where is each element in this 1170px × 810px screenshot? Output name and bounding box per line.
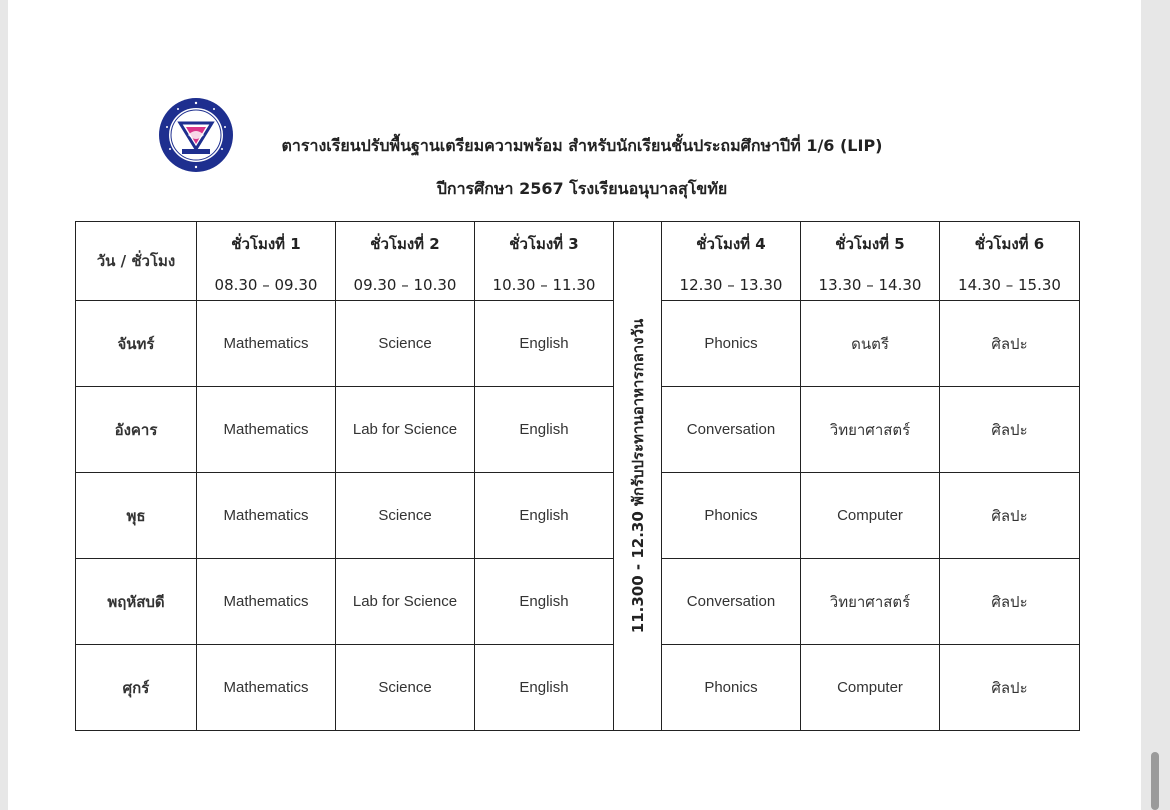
subject-cell: Mathematics bbox=[197, 301, 336, 387]
period-header bbox=[336, 222, 475, 301]
period-name: ชั่วโมงที่ 4 bbox=[696, 235, 766, 253]
day-label: อังคาร bbox=[76, 387, 197, 473]
period-header bbox=[662, 222, 801, 301]
subject-cell: English bbox=[475, 473, 614, 559]
subject-cell: Phonics bbox=[662, 301, 801, 387]
subject-cell: ศิลปะ bbox=[940, 387, 1080, 473]
vertical-scrollbar-thumb[interactable] bbox=[1151, 752, 1159, 810]
subject-cell: Science bbox=[336, 473, 475, 559]
corner-header: วัน / ชั่วโมง bbox=[76, 222, 197, 301]
subject-cell: ศิลปะ bbox=[940, 559, 1080, 645]
subject-cell: Mathematics bbox=[197, 473, 336, 559]
subject-cell: Computer bbox=[801, 645, 940, 731]
table-row bbox=[76, 559, 1080, 645]
period-header bbox=[940, 222, 1080, 301]
subject-cell: ศิลปะ bbox=[940, 473, 1080, 559]
document-title: ตารางเรียนปรับพื้นฐานเตรียมความพร้อม สำหรับนักเรียนชั้นประถมศึกษาปีที่ 1/6 (LIP) bbox=[281, 136, 883, 155]
period-time: 13.30 – 14.30 bbox=[818, 276, 922, 294]
subject-cell: วิทยาศาสตร์ bbox=[801, 559, 940, 645]
lunch-break-cell bbox=[614, 222, 662, 731]
period-time: 09.30 – 10.30 bbox=[353, 276, 457, 294]
subject-cell: English bbox=[475, 645, 614, 731]
table-row bbox=[76, 387, 1080, 473]
period-header bbox=[475, 222, 614, 301]
day-label: พฤหัสบดี bbox=[76, 559, 197, 645]
timetable bbox=[75, 221, 1080, 731]
school-emblem-icon bbox=[158, 97, 234, 173]
subject-cell: Lab for Science bbox=[336, 559, 475, 645]
subject-cell: Mathematics bbox=[197, 387, 336, 473]
subject-cell: Phonics bbox=[662, 473, 801, 559]
subject-cell: Conversation bbox=[662, 559, 801, 645]
lunch-break-label: 11.300 - 12.30 พักรับประทานอาหารกลางวัน bbox=[628, 318, 647, 634]
subject-cell: English bbox=[475, 301, 614, 387]
document-subtitle: ปีการศึกษา 2567 โรงเรียนอนุบาลสุโขทัย bbox=[436, 179, 728, 198]
period-name: ชั่วโมงที่ 3 bbox=[509, 235, 579, 253]
subject-cell: Science bbox=[336, 645, 475, 731]
period-name: ชั่วโมงที่ 1 bbox=[231, 235, 301, 253]
subject-cell: วิทยาศาสตร์ bbox=[801, 387, 940, 473]
period-name: ชั่วโมงที่ 2 bbox=[370, 235, 440, 253]
subject-cell: Computer bbox=[801, 473, 940, 559]
period-time: 14.30 – 15.30 bbox=[958, 276, 1061, 294]
table-row bbox=[76, 473, 1080, 559]
subject-cell: Conversation bbox=[662, 387, 801, 473]
subject-cell: Mathematics bbox=[197, 559, 336, 645]
table-row bbox=[76, 645, 1080, 731]
period-name: ชั่วโมงที่ 6 bbox=[974, 235, 1045, 253]
day-label: ศุกร์ bbox=[76, 645, 197, 731]
day-label: จันทร์ bbox=[76, 301, 197, 387]
subject-cell: Mathematics bbox=[197, 645, 336, 731]
subject-cell: Lab for Science bbox=[336, 387, 475, 473]
subject-cell: ดนตรี bbox=[801, 301, 940, 387]
subject-cell: ศิลปะ bbox=[940, 645, 1080, 731]
day-label: พุธ bbox=[76, 473, 197, 559]
subject-cell: Science bbox=[336, 301, 475, 387]
period-header bbox=[197, 222, 336, 301]
period-time: 10.30 – 11.30 bbox=[492, 276, 596, 294]
table-row bbox=[76, 301, 1080, 387]
period-header bbox=[801, 222, 940, 301]
period-name: ชั่วโมงที่ 5 bbox=[835, 235, 905, 253]
subject-cell: English bbox=[475, 559, 614, 645]
header-row bbox=[76, 222, 1080, 301]
period-time: 08.30 – 09.30 bbox=[214, 276, 318, 294]
period-time: 12.30 – 13.30 bbox=[679, 276, 783, 294]
subject-cell: Phonics bbox=[662, 645, 801, 731]
subject-cell: English bbox=[475, 387, 614, 473]
subject-cell: ศิลปะ bbox=[940, 301, 1080, 387]
